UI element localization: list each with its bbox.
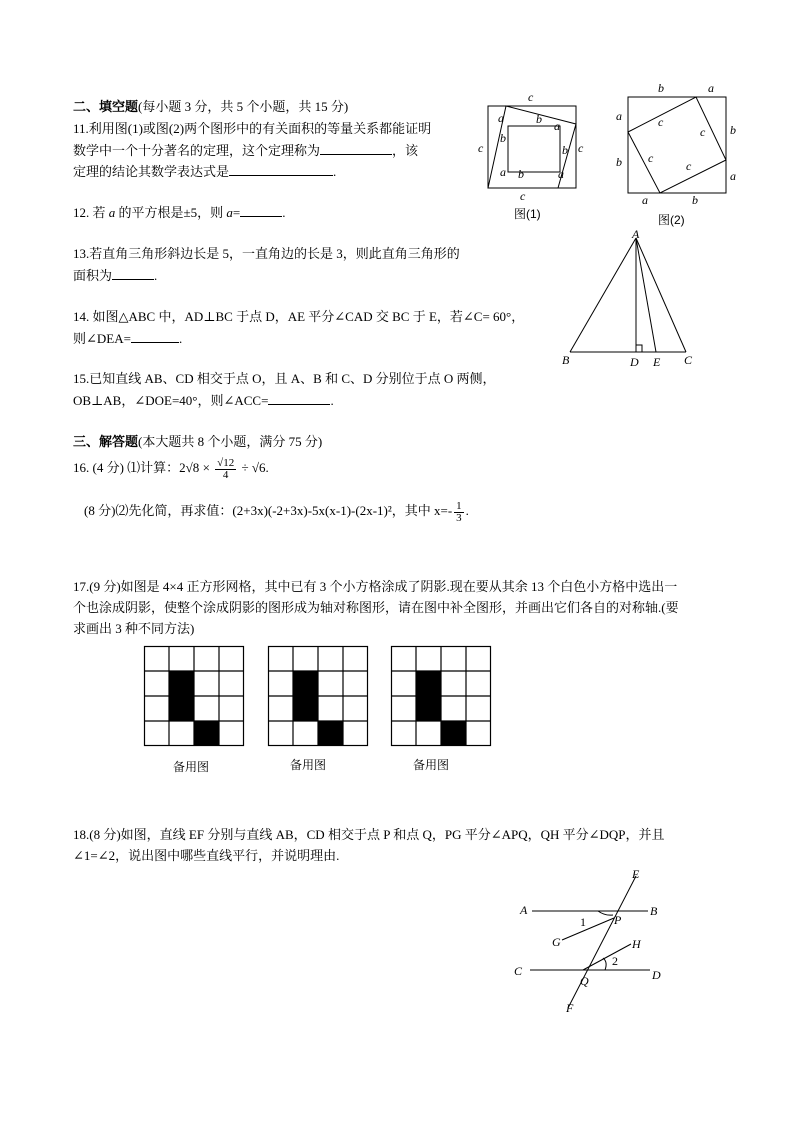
fig2-label: a	[708, 81, 714, 95]
q12-blank[interactable]	[240, 203, 282, 217]
lines-label-F: F	[566, 1001, 574, 1015]
q11-line3-text: 定理的结论其数学表达式是	[73, 164, 230, 179]
q16-radical: √6	[251, 460, 266, 475]
fig2-label: b	[616, 155, 622, 169]
lines-label-Q: Q	[580, 974, 589, 988]
fig2-label: b	[730, 123, 736, 137]
q12-var: a	[226, 205, 233, 220]
q11-line2	[73, 141, 418, 160]
q16-part2-num: 1	[456, 499, 462, 512]
q15-tail: .	[330, 393, 334, 408]
q16-part2-den: 3	[456, 511, 462, 524]
lines-label-E: E	[632, 867, 640, 881]
q18-line1: 18.(8 分)如图，直线 EF 分别与直线 AB，CD 相交于点 P 和点 Q，PG 平分∠APQ，QH 平分∠DQP，并且	[73, 827, 665, 842]
lines-label-G: G	[552, 935, 561, 949]
fig2-label: a	[730, 169, 736, 183]
fig1-label: a	[498, 111, 504, 125]
q16-part2-fraction	[454, 501, 464, 524]
fig2-label: a	[642, 193, 648, 207]
q14-line1: 14. 如图△ABC 中，AD⊥BC 于点 D，AE 平分∠CAD 交 BC 于 E，若∠C= 60°，	[73, 309, 525, 324]
q16-part1	[73, 455, 269, 481]
fig1-caption: 图(1)	[514, 207, 541, 221]
q14-text: 则∠DEA=	[73, 331, 131, 346]
q12-text: 的平方根是±5，则	[115, 205, 227, 220]
fig2-label: c	[686, 159, 692, 173]
figure-2	[612, 80, 742, 230]
tri-label-C: C	[684, 353, 693, 367]
fig1-label: c	[520, 189, 526, 203]
q11-line1: 11.利用图(1)或图(2)两个图形中的有关面积的等量关系都能证明	[73, 121, 432, 136]
lines-label-D: D	[652, 968, 661, 982]
q11-blank2[interactable]	[229, 162, 333, 176]
fig1-label: c	[478, 141, 484, 155]
lines-label-2: 2	[612, 954, 618, 968]
fig1-label: c	[528, 90, 534, 104]
q15-blank[interactable]	[268, 391, 330, 405]
fig1-label: b	[500, 131, 506, 145]
fig2-label: c	[700, 125, 706, 139]
q13-tail: .	[154, 268, 158, 283]
q13-blank[interactable]	[112, 266, 154, 280]
section3-note: (本大题共 8 个小题，满分 75 分)	[138, 434, 323, 449]
q15-line1: 15.已知直线 AB、CD 相交于点 O，且 A、B 和 C、D 分别位于点 O 两侧，	[73, 371, 496, 386]
q16-text: 16. (4 分) ⑴计算：2	[73, 460, 186, 475]
fig1-label: c	[578, 141, 584, 155]
fig1-label: a	[558, 167, 564, 181]
q13-line2	[73, 266, 157, 285]
q14-tail: .	[178, 331, 183, 346]
q16-radical: √8	[185, 460, 200, 475]
q14-line2	[73, 329, 182, 348]
section3-heading: 三、解答题	[73, 434, 139, 449]
q17-line1: 17.(9 分)如图是 4×4 正方形网格，其中已有 3 个小方格涂成了阴影.现在要从其余 13 个白色小方格中选出一	[73, 579, 678, 594]
fig1-label: b	[536, 112, 542, 126]
q16-frac-num: √12	[217, 456, 235, 469]
fig1-label: a	[500, 165, 506, 179]
q12-text: 12. 若	[73, 205, 109, 220]
q13-line1: 13.若直角三角形斜边长是 5，一直角边的长是 3，则此直角三角形的	[73, 246, 460, 261]
fig2-label: c	[648, 151, 654, 165]
q12-eq: =	[232, 205, 241, 220]
fig2-label: b	[692, 193, 698, 207]
lines-label-P: P	[614, 913, 622, 927]
q16-part2	[84, 498, 469, 524]
q16-op: ×	[199, 460, 214, 475]
tri-label-D: D	[630, 355, 639, 369]
q11-line2-text: 数学中一个十分著名的定理，这个定理称为	[73, 143, 321, 158]
fig2-label: a	[616, 109, 622, 123]
fig1-label: b	[518, 167, 524, 181]
grid-caption-2: 备用图	[290, 758, 327, 772]
q15-line2	[73, 391, 334, 410]
section2-heading-line	[73, 98, 348, 116]
tri-label-A: A	[632, 227, 640, 241]
section3-heading-line	[73, 433, 322, 451]
q18-line2: ∠1=∠2，说出图中哪些直线平行，并说明理由.	[73, 848, 340, 863]
figure-parallel-lines	[510, 864, 690, 1019]
q11-line3	[73, 162, 336, 181]
fig2-label: c	[658, 115, 664, 129]
q16-part2-text: (8 分)⑵先化简，再求值：(2+3x)(-2+3x)-5x(x-1)-(2x-1)²，其中 x=-	[84, 503, 453, 518]
grid-1[interactable]	[144, 646, 244, 746]
tri-label-E: E	[653, 355, 661, 369]
fig1-label: b	[562, 143, 568, 157]
q12-var: a	[108, 205, 116, 220]
q12-tail: .	[282, 205, 286, 220]
grid-2[interactable]	[268, 646, 368, 746]
section2-note: (每小题 3 分，共 5 个小题，共 15 分)	[138, 99, 349, 114]
grid-3[interactable]	[391, 646, 491, 746]
q16-fraction	[215, 458, 236, 481]
q12-line	[73, 203, 286, 222]
section2-heading: 二、填空题	[73, 99, 139, 114]
fig2-label: b	[658, 81, 664, 95]
lines-label-B: B	[650, 904, 658, 918]
q16-part2-end: .	[465, 503, 469, 518]
q13-text: 面积为	[73, 268, 113, 283]
figure-1	[478, 88, 588, 228]
lines-label-C: C	[514, 964, 523, 978]
grid-caption-3: 备用图	[413, 758, 450, 772]
lines-label-H: H	[632, 937, 641, 951]
q17-line3: 求画出 3 种不同方法)	[73, 621, 195, 636]
q11-line3-tail: .	[333, 164, 337, 179]
figure-triangle	[560, 226, 710, 371]
q16-end: .	[265, 460, 269, 475]
q11-blank1[interactable]	[320, 141, 392, 155]
q14-blank[interactable]	[131, 329, 179, 343]
fig1-label: a	[554, 119, 560, 133]
lines-label-1: 1	[580, 915, 586, 929]
q16-frac-den: 4	[222, 468, 229, 481]
q17-line2: 个也涂成阴影，使整个涂成阴影的图形成为轴对称图形，请在图中补全图形，并画出它们各自的对称轴.(要	[73, 600, 679, 615]
q15-text: OB⊥AB，∠DOE=40°，则∠ACC=	[73, 393, 269, 408]
q11-line2-tail: ，该	[392, 143, 419, 158]
fig2-caption: 图(2)	[658, 213, 685, 227]
tri-label-B: B	[562, 353, 570, 367]
q16-op: ÷	[238, 460, 252, 475]
grid-caption-1: 备用图	[173, 760, 210, 774]
lines-label-A: A	[520, 903, 528, 917]
